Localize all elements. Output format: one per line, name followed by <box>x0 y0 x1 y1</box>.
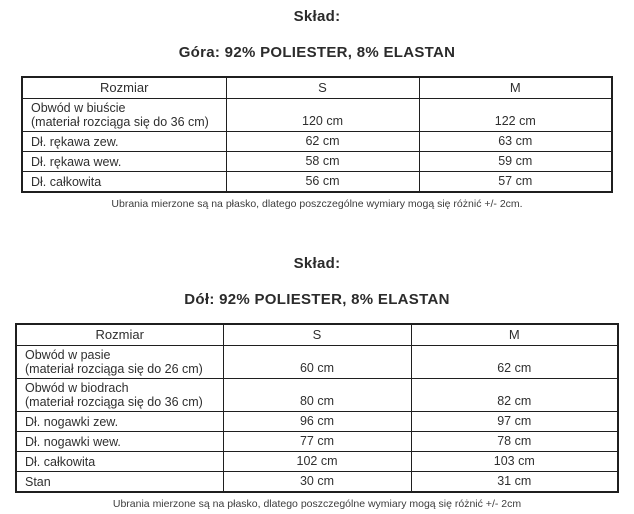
measurement-label: Dł. nogawki wew. <box>16 432 223 452</box>
measurement-value-s: 102 cm <box>223 452 411 472</box>
measurement-label: Dł. całkowita <box>22 172 226 193</box>
measurement-value-s: 58 cm <box>226 152 419 172</box>
measurement-value-s: 60 cm <box>223 346 411 379</box>
measurement-value-m: 122 cm <box>419 99 612 132</box>
measurement-value-s: 56 cm <box>226 172 419 193</box>
column-header-rozmiar: Rozmiar <box>16 324 223 346</box>
measurement-label: Dł. rękawa wew. <box>22 152 226 172</box>
table-header-row <box>22 77 612 99</box>
size-table-top <box>21 76 613 193</box>
table-row <box>16 379 618 412</box>
measurement-value-m: 78 cm <box>411 432 618 452</box>
measurement-label: Obwód w biodrach (materiał rozciąga się do 36 cm) <box>16 379 223 412</box>
measurement-value-s: 120 cm <box>226 99 419 132</box>
measurement-value-s: 80 cm <box>223 379 411 412</box>
table-row <box>22 132 612 152</box>
measurement-label: Stan <box>16 472 223 493</box>
measurement-label: Obwód w biuście (materiał rozciąga się do 36 cm) <box>22 99 226 132</box>
size-chart-section-top <box>0 0 634 211</box>
measurement-value-s: 96 cm <box>223 412 411 432</box>
table-row <box>22 99 612 132</box>
measurement-value-s: 77 cm <box>223 432 411 452</box>
measurement-value-m: 62 cm <box>411 346 618 379</box>
measurement-label: Dł. rękawa zew. <box>22 132 226 152</box>
measurement-value-m: 63 cm <box>419 132 612 152</box>
table-row <box>16 432 618 452</box>
section-heading: Skład: <box>293 8 341 25</box>
table-row <box>16 452 618 472</box>
measurement-value-m: 82 cm <box>411 379 618 412</box>
measurement-label: Dł. całkowita <box>16 452 223 472</box>
column-header-m: M <box>419 77 612 99</box>
column-header-s: S <box>226 77 419 99</box>
size-chart-section-bottom <box>0 255 634 511</box>
section-heading: Skład: <box>293 255 341 272</box>
measurement-note: Ubrania mierzone są na płasko, dlatego poszczególne wymiary mogą się różnić +/- 2cm <box>112 498 522 510</box>
measurement-value-m: 31 cm <box>411 472 618 493</box>
measurement-note: Ubrania mierzone są na płasko, dlatego poszczególne wymiary mogą się różnić +/- 2cm. <box>111 198 523 210</box>
column-header-s: S <box>223 324 411 346</box>
table-row <box>22 152 612 172</box>
measurement-value-s: 62 cm <box>226 132 419 152</box>
table-header-row <box>16 324 618 346</box>
measurement-value-m: 103 cm <box>411 452 618 472</box>
size-table-bottom <box>15 323 619 493</box>
composition-subheading: Góra: 92% POLIESTER, 8% ELASTAN <box>178 44 456 61</box>
measurement-value-m: 59 cm <box>419 152 612 172</box>
table-row <box>16 472 618 493</box>
measurement-label: Obwód w pasie (materiał rozciąga się do 26 cm) <box>16 346 223 379</box>
column-header-rozmiar: Rozmiar <box>22 77 226 99</box>
column-header-m: M <box>411 324 618 346</box>
measurement-value-m: 97 cm <box>411 412 618 432</box>
table-row <box>16 412 618 432</box>
table-row <box>16 346 618 379</box>
table-row <box>22 172 612 193</box>
measurement-value-m: 57 cm <box>419 172 612 193</box>
measurement-value-s: 30 cm <box>223 472 411 493</box>
composition-subheading: Dół: 92% POLIESTER, 8% ELASTAN <box>184 291 450 308</box>
measurement-label: Dł. nogawki zew. <box>16 412 223 432</box>
